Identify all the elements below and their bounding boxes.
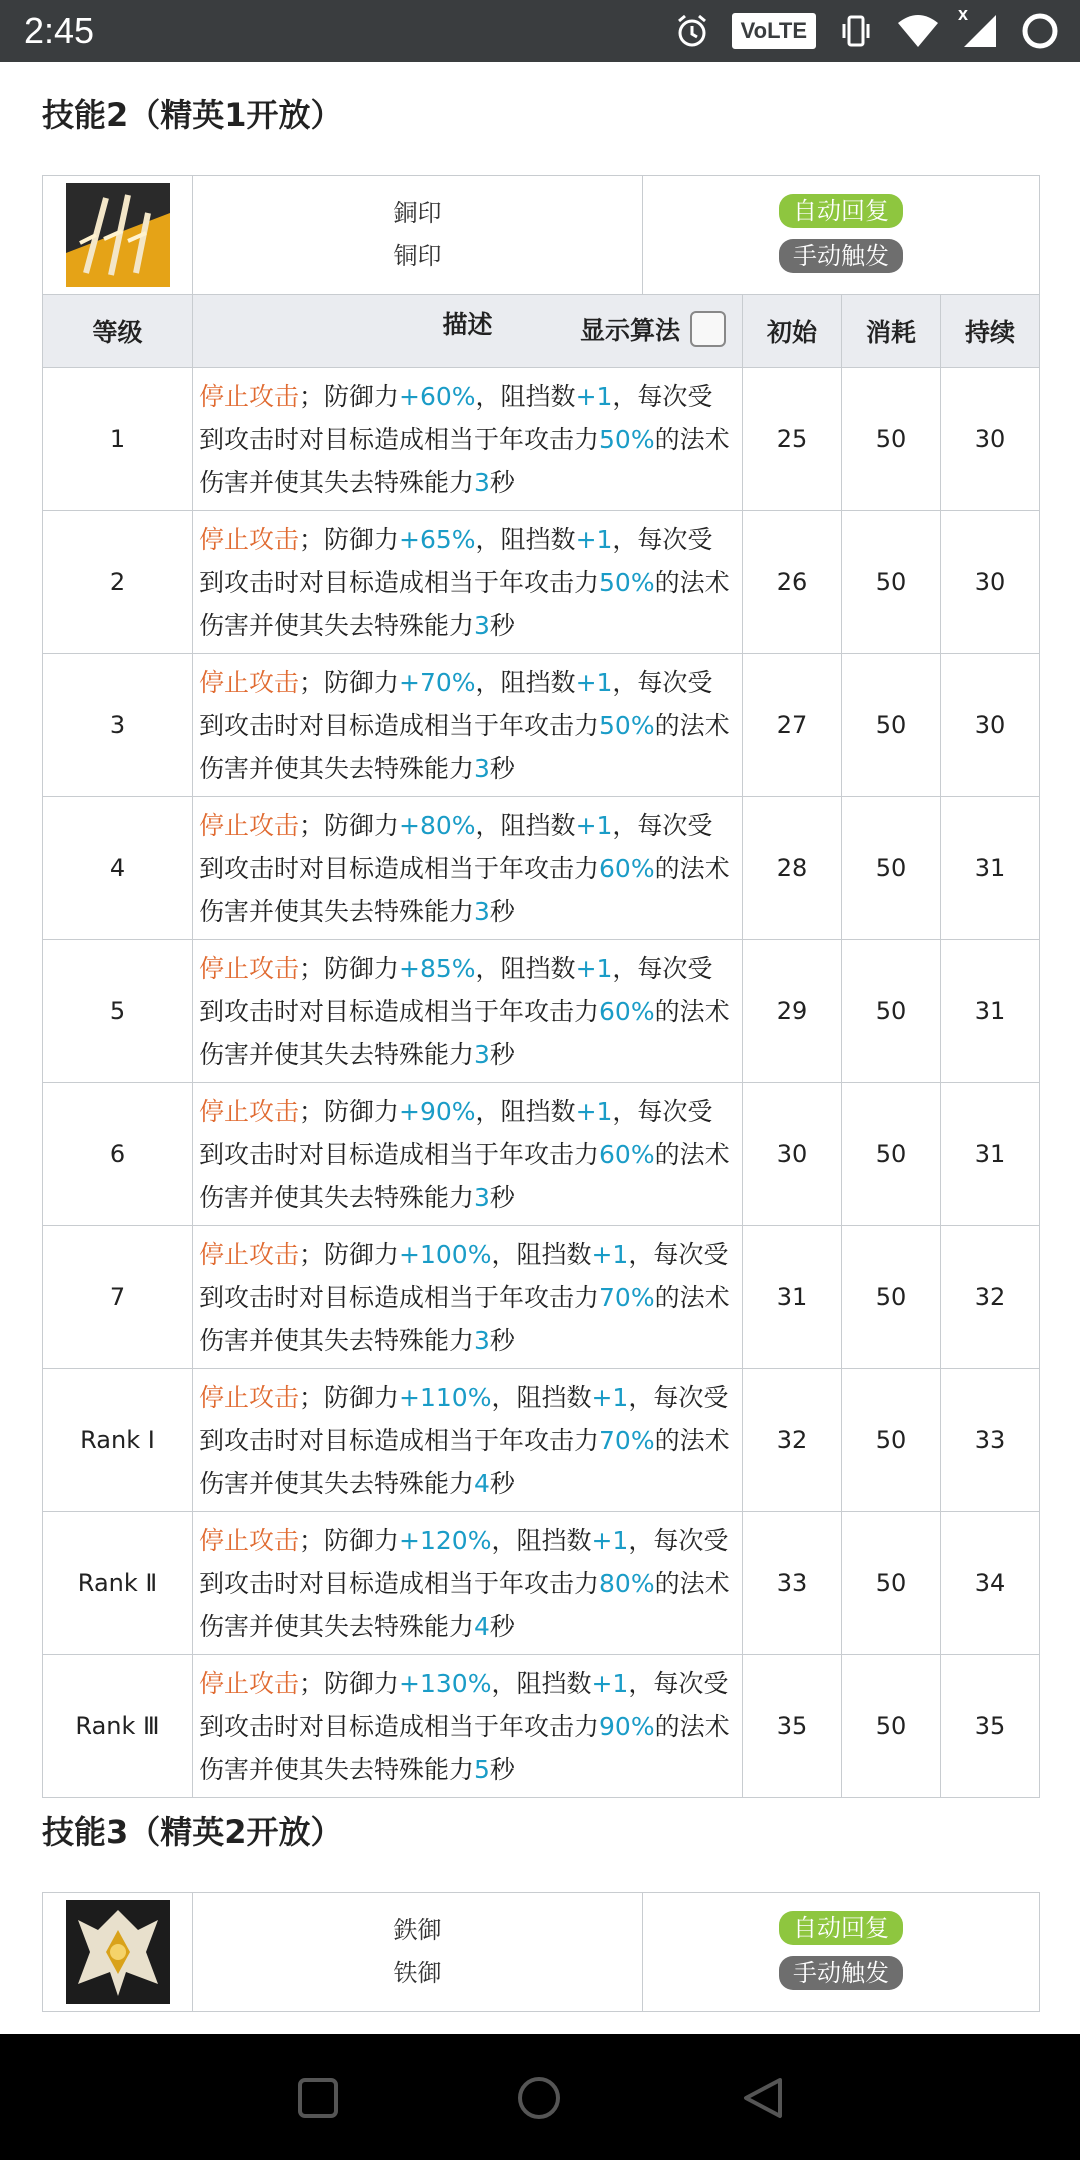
highlight-value: 60% [599, 1139, 655, 1169]
initial-sp-cell: 32 [743, 1369, 842, 1512]
description-text: ；防御力 [299, 1239, 400, 1269]
description-text: 的法术伤害并使其失去特殊能力 [199, 710, 730, 783]
effect-keyword: 停止攻击 [199, 953, 300, 983]
col-description-label: 描述 [442, 310, 493, 339]
skill-name-original: 銅印 [393, 199, 442, 227]
description-text: ；防御力 [299, 1096, 400, 1126]
back-triangle-icon[interactable] [742, 2076, 784, 2124]
sp-cost-cell: 50 [842, 940, 941, 1083]
initial-sp-cell: 25 [743, 368, 842, 511]
description-text: 秒 [489, 467, 515, 497]
duration-cell: 30 [941, 368, 1040, 511]
initial-sp-cell: 30 [743, 1083, 842, 1226]
duration-cell: 30 [941, 511, 1040, 654]
highlight-value: 3 [474, 610, 490, 640]
highlight-value: 3 [474, 753, 490, 783]
skill3-icon-cell [43, 1893, 193, 2012]
highlight-value: +130% [399, 1668, 492, 1698]
highlight-value: 4 [474, 1611, 490, 1641]
highlight-value: +70% [399, 667, 476, 697]
description-text: 秒 [489, 896, 515, 926]
status-time: 2:45 [24, 10, 95, 51]
initial-sp-cell: 31 [743, 1226, 842, 1369]
description-text: ，每次受到攻击时对目标造成相当于年攻击力 [199, 810, 713, 883]
vibrate-icon [838, 10, 874, 52]
highlight-value: +1 [575, 667, 613, 697]
table-row [43, 368, 1040, 511]
highlight-value: 70% [599, 1425, 655, 1455]
description-text: 的法术伤害并使其失去特殊能力 [199, 1711, 730, 1784]
description-text: ，每次受到攻击时对目标造成相当于年攻击力 [199, 1525, 729, 1598]
highlight-value: 50% [599, 567, 655, 597]
volte-icon: VoLTE [732, 10, 816, 52]
description-text: ，阻挡数 [475, 953, 576, 983]
effect-keyword: 停止攻击 [199, 667, 300, 697]
description-cell [193, 1655, 743, 1798]
highlight-value: +1 [591, 1525, 629, 1555]
description-text: ，阻挡数 [475, 381, 576, 411]
initial-sp-cell: 27 [743, 654, 842, 797]
table-row [43, 1083, 1040, 1226]
description-text: ，每次受到攻击时对目标造成相当于年攻击力 [199, 1382, 729, 1455]
sp-cost-cell: 50 [842, 1083, 941, 1226]
highlight-value: +1 [591, 1382, 629, 1412]
tag-auto-recovery: 自动回复 [779, 1911, 903, 1945]
highlight-value: +120% [399, 1525, 492, 1555]
battery-icon [1020, 10, 1060, 52]
skill2-tags-cell [643, 176, 1040, 295]
description-text: 秒 [489, 1325, 515, 1355]
highlight-value: +1 [575, 381, 613, 411]
skill-name: 铁御 [393, 1959, 442, 1987]
description-cell [193, 797, 743, 940]
description-cell [193, 1083, 743, 1226]
skill2-name-cell [193, 176, 643, 295]
level-cell: Rank Ⅰ [43, 1369, 193, 1512]
status-bar [0, 0, 1080, 62]
description-text: 秒 [489, 753, 515, 783]
table-row [43, 797, 1040, 940]
skill-name: 铜印 [393, 242, 442, 270]
highlight-value: +85% [399, 953, 476, 983]
duration-cell: 30 [941, 654, 1040, 797]
skill-name-original: 鉄御 [393, 1916, 442, 1944]
initial-sp-cell: 33 [743, 1512, 842, 1655]
tag-manual-trigger: 手动触发 [779, 239, 903, 273]
level-cell: 5 [43, 940, 193, 1083]
highlight-value: 3 [474, 467, 490, 497]
highlight-value: 80% [599, 1568, 655, 1598]
description-text: 的法术伤害并使其失去特殊能力 [199, 1425, 730, 1498]
level-cell: 6 [43, 1083, 193, 1226]
description-text: ，阻挡数 [475, 667, 576, 697]
highlight-value: 60% [599, 853, 655, 883]
table-row [43, 654, 1040, 797]
highlight-value: 4 [474, 1468, 490, 1498]
description-cell [193, 1512, 743, 1655]
description-cell [193, 511, 743, 654]
description-cell [193, 1369, 743, 1512]
description-text: ；防御力 [299, 667, 400, 697]
level-cell: Rank Ⅲ [43, 1655, 193, 1798]
col-level: 等级 [43, 295, 193, 368]
highlight-value: +1 [575, 1096, 613, 1126]
highlight-value: 90% [599, 1711, 655, 1741]
table-row [43, 1512, 1040, 1655]
initial-sp-cell: 26 [743, 511, 842, 654]
navigation-bar [0, 2034, 1080, 2160]
table-row [43, 940, 1040, 1083]
initial-sp-cell: 28 [743, 797, 842, 940]
description-cell [193, 654, 743, 797]
sp-cost-cell: 50 [842, 1512, 941, 1655]
sp-cost-cell: 50 [842, 797, 941, 940]
description-text: ，每次受到攻击时对目标造成相当于年攻击力 [199, 1239, 729, 1312]
highlight-value: 3 [474, 1325, 490, 1355]
effect-keyword: 停止攻击 [199, 1382, 300, 1412]
sp-cost-cell: 50 [842, 1369, 941, 1512]
highlight-value: +80% [399, 810, 476, 840]
description-text: ；防御力 [299, 1382, 400, 1412]
description-text: 秒 [489, 1754, 515, 1784]
tag-auto-recovery: 自动回复 [779, 194, 903, 228]
effect-keyword: 停止攻击 [199, 1668, 300, 1698]
highlight-value: 3 [474, 896, 490, 926]
show-formula-label: 显示算法 [579, 316, 680, 345]
description-text: 的法术伤害并使其失去特殊能力 [199, 567, 730, 640]
description-text: ，阻挡数 [491, 1382, 592, 1412]
highlight-value: 50% [599, 424, 655, 454]
duration-cell: 31 [941, 1083, 1040, 1226]
col-initial: 初始 [743, 295, 842, 368]
skill2-icon-cell [43, 176, 193, 295]
description-cell [193, 368, 743, 511]
description-text: ，每次受到攻击时对目标造成相当于年攻击力 [199, 524, 713, 597]
duration-cell: 34 [941, 1512, 1040, 1655]
description-text: ，每次受到攻击时对目标造成相当于年攻击力 [199, 1096, 713, 1169]
description-text: 的法术伤害并使其失去特殊能力 [199, 1568, 730, 1641]
highlight-value: 60% [599, 996, 655, 1026]
skill3-title: 技能3（精英2开放） [42, 1813, 343, 1851]
duration-cell: 32 [941, 1226, 1040, 1369]
table-row [43, 1226, 1040, 1369]
highlight-value: +90% [399, 1096, 476, 1126]
highlight-value: +60% [399, 381, 476, 411]
effect-keyword: 停止攻击 [199, 810, 300, 840]
level-cell: Rank Ⅱ [43, 1512, 193, 1655]
home-circle-icon[interactable] [517, 2076, 561, 2124]
show-formula-toggle[interactable] [580, 311, 726, 347]
description-text: ，每次受到攻击时对目标造成相当于年攻击力 [199, 1668, 729, 1741]
highlight-value: +1 [591, 1239, 629, 1269]
sp-cost-cell: 50 [842, 654, 941, 797]
table-header-row [43, 295, 1040, 368]
tag-manual-trigger: 手动触发 [779, 1956, 903, 1990]
highlight-value: +1 [575, 810, 613, 840]
effect-keyword: 停止攻击 [199, 381, 300, 411]
description-text: 的法术伤害并使其失去特殊能力 [199, 1139, 730, 1212]
alarm-icon [674, 10, 710, 52]
col-cost: 消耗 [842, 295, 941, 368]
highlight-value: +65% [399, 524, 476, 554]
duration-cell: 31 [941, 797, 1040, 940]
sp-cost-cell: 50 [842, 511, 941, 654]
table-row [43, 1655, 1040, 1798]
description-text: 的法术伤害并使其失去特殊能力 [199, 1282, 730, 1355]
skill-bronze-seal-icon [66, 183, 170, 287]
description-text: 的法术伤害并使其失去特殊能力 [199, 996, 730, 1069]
description-cell [193, 940, 743, 1083]
skill3-name-cell [193, 1893, 643, 2012]
description-text: ，阻挡数 [475, 810, 576, 840]
sp-cost-cell: 50 [842, 1226, 941, 1369]
description-text: ，阻挡数 [475, 1096, 576, 1126]
description-text: ；防御力 [299, 1525, 400, 1555]
description-text: ，阻挡数 [475, 524, 576, 554]
highlight-value: +1 [575, 953, 613, 983]
table-row [43, 1369, 1040, 1512]
level-cell: 1 [43, 368, 193, 511]
highlight-value: 3 [474, 1182, 490, 1212]
level-cell: 7 [43, 1226, 193, 1369]
level-cell: 2 [43, 511, 193, 654]
description-text: 的法术伤害并使其失去特殊能力 [199, 853, 730, 926]
page-content [0, 62, 1080, 2034]
description-text: ，阻挡数 [491, 1525, 592, 1555]
show-formula-checkbox[interactable] [690, 311, 726, 347]
sp-cost-cell: 50 [842, 1655, 941, 1798]
highlight-value: 50% [599, 710, 655, 740]
highlight-value: +1 [591, 1668, 629, 1698]
duration-cell: 33 [941, 1369, 1040, 1512]
skill3-info-row [43, 1893, 1040, 2012]
description-text: ；防御力 [299, 810, 400, 840]
description-text: ；防御力 [299, 953, 400, 983]
highlight-value: +110% [399, 1382, 492, 1412]
level-cell: 3 [43, 654, 193, 797]
description-text: ，阻挡数 [491, 1668, 592, 1698]
skill3-table [42, 1892, 1040, 2012]
highlight-value: +1 [575, 524, 613, 554]
effect-keyword: 停止攻击 [199, 524, 300, 554]
description-text: 秒 [489, 1182, 515, 1212]
initial-sp-cell: 29 [743, 940, 842, 1083]
status-icons [674, 4, 1060, 52]
description-text: ，每次受到攻击时对目标造成相当于年攻击力 [199, 667, 713, 740]
description-text: ；防御力 [299, 524, 400, 554]
description-text: ；防御力 [299, 381, 400, 411]
description-text: 的法术伤害并使其失去特殊能力 [199, 424, 730, 497]
highlight-value: 3 [474, 1039, 490, 1069]
effect-keyword: 停止攻击 [199, 1096, 300, 1126]
skill2-table [42, 175, 1040, 1798]
description-text: ，阻挡数 [491, 1239, 592, 1269]
recents-square-icon[interactable] [298, 2078, 338, 2122]
col-duration: 持续 [941, 295, 1040, 368]
cell-signal-icon [958, 4, 998, 52]
duration-cell: 31 [941, 940, 1040, 1083]
sp-cost-cell: 50 [842, 368, 941, 511]
table-row [43, 511, 1040, 654]
skill-iron-guard-icon [66, 1900, 170, 2004]
description-text: 秒 [489, 610, 515, 640]
col-description [193, 295, 743, 368]
level-cell: 4 [43, 797, 193, 940]
skill2-info-row [43, 176, 1040, 295]
description-cell [193, 1226, 743, 1369]
duration-cell: 35 [941, 1655, 1040, 1798]
description-text: 秒 [489, 1039, 515, 1069]
description-text: 秒 [489, 1611, 515, 1641]
highlight-value: 70% [599, 1282, 655, 1312]
signal-badge: x [958, 4, 969, 24]
description-text: ；防御力 [299, 1668, 400, 1698]
skill2-title: 技能2（精英1开放） [42, 96, 343, 134]
effect-keyword: 停止攻击 [199, 1525, 300, 1555]
effect-keyword: 停止攻击 [199, 1239, 300, 1269]
description-text: ，每次受到攻击时对目标造成相当于年攻击力 [199, 953, 713, 1026]
highlight-value: 5 [474, 1754, 490, 1784]
description-text: ，每次受到攻击时对目标造成相当于年攻击力 [199, 381, 713, 454]
highlight-value: +100% [399, 1239, 492, 1269]
initial-sp-cell: 35 [743, 1655, 842, 1798]
skill3-tags-cell [643, 1893, 1040, 2012]
description-text: 秒 [489, 1468, 515, 1498]
wifi-icon [896, 10, 940, 52]
